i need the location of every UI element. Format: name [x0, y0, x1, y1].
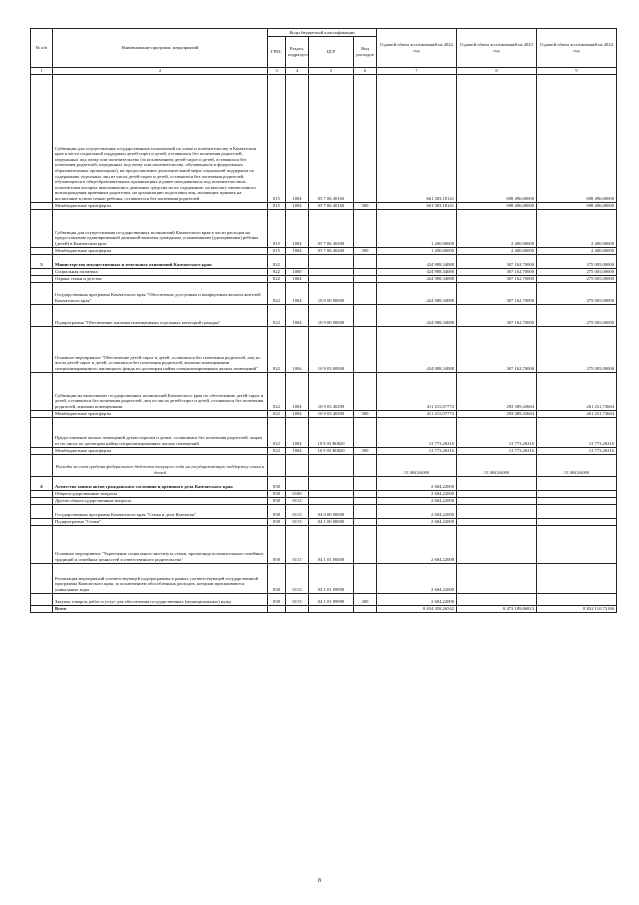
- cell-year-2022: 2 684,22000: [377, 593, 457, 605]
- cell-year-2022: 424 988,34088: [377, 275, 457, 282]
- cell-num: [31, 593, 53, 605]
- cell-csr: [309, 476, 354, 490]
- cell-year-2024: 698 496,00000: [537, 202, 617, 209]
- cell-num: [31, 304, 53, 326]
- cell-csr: [309, 454, 354, 476]
- col-number: 6: [354, 68, 377, 75]
- cell-name: Расходы за счет средств федерального бюджета текущего года на государственную поддержку семьи и детей: [53, 454, 268, 476]
- header-razdel: Раздел, подраздел: [286, 37, 309, 68]
- cell-num: [31, 497, 53, 504]
- cell-year-2022: 1 200,00000: [377, 209, 457, 247]
- cell-grbs: 822: [268, 372, 286, 410]
- cell-num: [31, 202, 53, 209]
- table-row: [31, 268, 617, 275]
- cell-year-2023: 307 162,70000: [457, 268, 537, 275]
- cell-csr: 05 7 06 40160: [309, 74, 354, 202]
- cell-razdel: 1004: [286, 275, 309, 282]
- cell-grbs: 858: [268, 476, 286, 490]
- cell-grbs: 858: [268, 490, 286, 497]
- cell-grbs: 858: [268, 497, 286, 504]
- cell-csr: [309, 490, 354, 497]
- cell-year-2023: 13 773,26316: [457, 417, 537, 447]
- cell-name: Подпрограмма "Семья": [53, 518, 268, 525]
- cell-name: Межбюджетные трансферты: [53, 247, 268, 254]
- cell-razdel: 0113: [286, 525, 309, 563]
- col-number: 7: [377, 68, 457, 75]
- cell-year-2024: [537, 476, 617, 490]
- cell-num: [31, 504, 53, 518]
- cell-csr: 10 9 03 00000: [309, 326, 354, 372]
- table-row: [31, 563, 617, 593]
- cell-razdel: [286, 254, 309, 268]
- cell-vid: [354, 74, 377, 202]
- table-body: [31, 74, 617, 612]
- cell-year-2022: 2 684,22000: [377, 476, 457, 490]
- cell-grbs: 815: [268, 202, 286, 209]
- cell-year-2023: 307 162,70000: [457, 254, 537, 268]
- cell-num: [31, 417, 53, 447]
- cell-grbs: [268, 454, 286, 476]
- cell-vid: [354, 417, 377, 447]
- cell-grbs: 815: [268, 74, 286, 202]
- cell-vid: [354, 209, 377, 247]
- cell-razdel: 0113: [286, 563, 309, 593]
- cell-vid: 200: [354, 593, 377, 605]
- header-year-2024: Годовой объем ассигнований на 2024 год: [537, 29, 617, 68]
- table-row: [31, 202, 617, 209]
- col-number: 3: [268, 68, 286, 75]
- header-vid: Вид расходов: [354, 37, 377, 68]
- cell-name: Субвенции для осуществления государственных полномочий по опеке и попечительству в Камчатском крае в части социальной поддержки детей-сирот и детей, оставшихся без попечения родителей, переданных под опеку или попечительство (за исключением детей-сирот и детей, оставшихся без попечения родителей, переданных под опеку или попечительство, обучающихся в федеральных образовательных организациях), на предоставление дополнительной меры социальной поддержки по содержанию отдельных лиц из числа детей-сирот и детей, оставшихся без попечения родителей, обучающихся в общеобразовательных организациях и ранее находившихся под попечительством, попечителям которых выплачивались денежные средства на их содержание, на выплату ежемесячного вознаграждения приемным родителям, на организацию подготовки лиц, желающих принять на воспитание в свою семью ребенка, оставшегося без попечения родителей: [53, 74, 268, 202]
- cell-csr: [309, 275, 354, 282]
- table-row: [31, 417, 617, 447]
- cell-year-2023: 13 084,60000: [457, 454, 537, 476]
- cell-year-2022: 2 684,22000: [377, 525, 457, 563]
- cell-grbs: 858: [268, 563, 286, 593]
- header-row: [31, 29, 617, 37]
- page-number: 8: [318, 878, 321, 884]
- col-number: 4: [286, 68, 309, 75]
- cell-razdel: 0100: [286, 490, 309, 497]
- cell-razdel: 1004: [286, 326, 309, 372]
- col-number: 9: [537, 68, 617, 75]
- cell-year-2024: 13 773,26316: [537, 447, 617, 454]
- cell-num: [31, 518, 53, 525]
- cell-grbs: 822: [268, 447, 286, 454]
- cell-vid: [354, 518, 377, 525]
- cell-name: Государственная программа Камчатского края "Семья и дети Камчатки": [53, 504, 268, 518]
- cell-name: Основное мероприятие "Обеспечение детей-сирот и детей, оставшихся без попечения родителей, лиц из числа детей-сирот и детей, оставшихся без попечения родителей, жилыми помещениями специализированного жилищного фонда по договорам найма специализированных жилых помещений": [53, 326, 268, 372]
- col-number: 1: [31, 68, 53, 75]
- cell-name: Охрана семьи и детства: [53, 275, 268, 282]
- cell-vid: [354, 476, 377, 490]
- cell-num: [31, 525, 53, 563]
- cell-grbs: [268, 605, 286, 612]
- cell-razdel: 1004: [286, 209, 309, 247]
- cell-year-2022: 424 988,34088: [377, 254, 457, 268]
- table-row: [31, 504, 617, 518]
- table-row: [31, 454, 617, 476]
- cell-razdel: 1004: [286, 417, 309, 447]
- cell-grbs: 858: [268, 504, 286, 518]
- cell-vid: [354, 275, 377, 282]
- header-year-2022: Годовой объем ассигнований на 2022 год: [377, 29, 457, 68]
- cell-name: Министерство имущественных и земельных отношений Камчатского края: [53, 254, 268, 268]
- table-row: [31, 410, 617, 417]
- cell-year-2023: [457, 593, 537, 605]
- table-row: [31, 254, 617, 268]
- cell-csr: 10 9 03 40290: [309, 372, 354, 410]
- cell-name: Межбюджетные трансферты: [53, 410, 268, 417]
- cell-year-2024: [537, 497, 617, 504]
- cell-year-2024: 275 005,00000: [537, 254, 617, 268]
- cell-year-2024: [537, 518, 617, 525]
- table-row: [31, 372, 617, 410]
- col-number: 8: [457, 68, 537, 75]
- cell-csr: [309, 268, 354, 275]
- header-name: Наименование программ, мероприятий: [53, 29, 268, 68]
- cell-year-2024: [537, 593, 617, 605]
- cell-year-2024: 261 231,73684: [537, 372, 617, 410]
- cell-csr: 10 9 03 R0820: [309, 417, 354, 447]
- cell-num: [31, 454, 53, 476]
- cell-grbs: 822: [268, 326, 286, 372]
- cell-year-2022: 411 215,07772: [377, 372, 457, 410]
- table-row: [31, 447, 617, 454]
- cell-year-2022: 13 773,26316: [377, 417, 457, 447]
- cell-year-2023: 698 496,00000: [457, 74, 537, 202]
- budget-table: [30, 28, 617, 613]
- table-row: [31, 518, 617, 525]
- cell-year-2022: 424 988,34088: [377, 282, 457, 304]
- cell-year-2024: 261 231,73684: [537, 410, 617, 417]
- cell-year-2023: 698 496,00000: [457, 202, 537, 209]
- cell-year-2022: 411 215,07772: [377, 410, 457, 417]
- cell-csr: [309, 605, 354, 612]
- cell-vid: 500: [354, 410, 377, 417]
- cell-num: [31, 410, 53, 417]
- cell-grbs: 858: [268, 525, 286, 563]
- cell-csr: [309, 497, 354, 504]
- cell-name: Подпрограмма "Обеспечение жилыми помещениями отдельных категорий граждан": [53, 304, 268, 326]
- cell-razdel: 0113: [286, 518, 309, 525]
- cell-name: Другие общегосударственные вопросы: [53, 497, 268, 504]
- table-row: [31, 247, 617, 254]
- cell-year-2023: 2 400,00000: [457, 209, 537, 247]
- cell-razdel: 0113: [286, 593, 309, 605]
- table-row: [31, 209, 617, 247]
- cell-grbs: 822: [268, 304, 286, 326]
- cell-year-2024: 2 400,00000: [537, 209, 617, 247]
- cell-num: 5: [31, 254, 53, 268]
- cell-vid: 500: [354, 202, 377, 209]
- cell-name: Предоставление жилых помещений детям-сиротам и детям, оставшимся без попечения родителей, лицам из их числа по договорам найма специализированных жилых помещений: [53, 417, 268, 447]
- cell-grbs: 822: [268, 282, 286, 304]
- col-number: 5: [309, 68, 354, 75]
- cell-year-2024: 698 496,00000: [537, 74, 617, 202]
- cell-vid: [354, 504, 377, 518]
- cell-grbs: 822: [268, 275, 286, 282]
- cell-csr: 05 7 06 40200: [309, 247, 354, 254]
- cell-year-2022: 2 684,22000: [377, 504, 457, 518]
- cell-name: Всего: [53, 605, 268, 612]
- cell-csr: 04 1 00 00000: [309, 518, 354, 525]
- cell-year-2024: [537, 504, 617, 518]
- table-row: [31, 605, 617, 612]
- cell-razdel: 1004: [286, 282, 309, 304]
- cell-year-2022: 1 200,00000: [377, 247, 457, 254]
- cell-year-2022: 661 383,18141: [377, 74, 457, 202]
- cell-csr: 05 7 06 40200: [309, 209, 354, 247]
- cell-num: [31, 447, 53, 454]
- cell-year-2023: [457, 497, 537, 504]
- cell-vid: 500: [354, 247, 377, 254]
- table-row: [31, 74, 617, 202]
- cell-vid: [354, 326, 377, 372]
- cell-num: [31, 209, 53, 247]
- cell-csr: 10 9 03 R0820: [309, 447, 354, 454]
- cell-year-2023: 307 162,70000: [457, 326, 537, 372]
- cell-vid: 500: [354, 447, 377, 454]
- cell-year-2022: 661 383,18141: [377, 202, 457, 209]
- cell-name: Государственная программа Камчатского края "Обеспечение доступным и комфортным жильем жителей Камчатского края": [53, 282, 268, 304]
- cell-grbs: 858: [268, 518, 286, 525]
- cell-year-2024: 8 832 110,73186: [537, 605, 617, 612]
- cell-num: [31, 275, 53, 282]
- cell-csr: 10 9 03 40290: [309, 410, 354, 417]
- cell-year-2023: 293 389,43684: [457, 372, 537, 410]
- cell-year-2022: 2 684,22000: [377, 563, 457, 593]
- cell-name: Основное мероприятие "Укрепление социального института семьи, пропаганда положительных семейных традиций и семейных ценностей и ответственного родительства": [53, 525, 268, 563]
- cell-year-2023: [457, 504, 537, 518]
- cell-grbs: 858: [268, 593, 286, 605]
- cell-year-2023: 307 162,70000: [457, 282, 537, 304]
- cell-num: 6: [31, 476, 53, 490]
- cell-razdel: 1004: [286, 410, 309, 417]
- cell-csr: 10 0 00 00000: [309, 282, 354, 304]
- cell-num: [31, 268, 53, 275]
- cell-year-2024: 2 400,00000: [537, 247, 617, 254]
- table-row: [31, 525, 617, 563]
- table-row: [31, 490, 617, 497]
- cell-name: Агентство записи актов гражданского состояния и архивного дела Камчатского края: [53, 476, 268, 490]
- cell-vid: [354, 372, 377, 410]
- cell-year-2024: 275 005,00000: [537, 326, 617, 372]
- table-row: [31, 275, 617, 282]
- cell-csr: 05 7 06 40160: [309, 202, 354, 209]
- cell-year-2023: [457, 490, 537, 497]
- cell-csr: 04 1 01 09990: [309, 563, 354, 593]
- cell-year-2022: 13 773,26316: [377, 447, 457, 454]
- cell-vid: [354, 254, 377, 268]
- cell-vid: [354, 605, 377, 612]
- cell-num: [31, 372, 53, 410]
- cell-year-2022: 424 988,34088: [377, 304, 457, 326]
- cell-grbs: 815: [268, 209, 286, 247]
- cell-num: [31, 247, 53, 254]
- table-row: [31, 476, 617, 490]
- cell-vid: [354, 490, 377, 497]
- cell-razdel: 1000: [286, 268, 309, 275]
- cell-razdel: [286, 476, 309, 490]
- cell-year-2024: 275 005,00000: [537, 304, 617, 326]
- cell-name: Общегосударственные вопросы: [53, 490, 268, 497]
- cell-csr: 04 1 01 09990: [309, 593, 354, 605]
- cell-year-2024: 275 005,00000: [537, 282, 617, 304]
- cell-csr: 04 1 01 00000: [309, 525, 354, 563]
- cell-razdel: 1004: [286, 247, 309, 254]
- cell-year-2024: 275 005,00000: [537, 268, 617, 275]
- table-row: [31, 497, 617, 504]
- cell-razdel: 0113: [286, 497, 309, 504]
- header-num: № п/п: [31, 29, 53, 68]
- cell-year-2024: [537, 525, 617, 563]
- cell-year-2024: 13 773,26316: [537, 417, 617, 447]
- cell-name: Субвенции на выполнение государственных полномочий Камчатского края по обеспечению детей-сирот и детей, оставшихся без попечения родителей, лиц из числа детей-сирот и детей, оставшихся без попечения родителей, жилыми помещениями: [53, 372, 268, 410]
- cell-razdel: 1004: [286, 304, 309, 326]
- cell-year-2022: 2 684,22000: [377, 497, 457, 504]
- cell-razdel: [286, 454, 309, 476]
- cell-vid: [354, 525, 377, 563]
- cell-name: Реализация мероприятий соответствующей подпрограммы в рамках соответствующей государственной программы Камчатского края, за исключением обособленных расходов, которым присваиваются уникальные коды: [53, 563, 268, 593]
- cell-num: [31, 490, 53, 497]
- cell-razdel: 1004: [286, 202, 309, 209]
- cell-year-2022: 13 084,60000: [377, 454, 457, 476]
- cell-year-2023: [457, 563, 537, 593]
- cell-razdel: 1004: [286, 74, 309, 202]
- header-year-2023: Годовой объем ассигнований на 2023 год: [457, 29, 537, 68]
- cell-razdel: 0113: [286, 504, 309, 518]
- cell-year-2023: 293 389,43684: [457, 410, 537, 417]
- cell-num: [31, 605, 53, 612]
- cell-grbs: 822: [268, 410, 286, 417]
- cell-year-2024: [537, 490, 617, 497]
- col-number: 2: [53, 68, 268, 75]
- header-grbs: ГРБС: [268, 37, 286, 68]
- cell-year-2022: 8 654 458,26542: [377, 605, 457, 612]
- header-csr: ЦСР: [309, 37, 354, 68]
- header-codes-group: Коды бюджетной классификации: [268, 29, 377, 37]
- cell-num: [31, 74, 53, 202]
- cell-csr: 04 0 00 00000: [309, 504, 354, 518]
- cell-num: [31, 563, 53, 593]
- cell-num: [31, 326, 53, 372]
- cell-grbs: 822: [268, 417, 286, 447]
- table-row: [31, 593, 617, 605]
- cell-year-2022: 424 988,34088: [377, 268, 457, 275]
- cell-razdel: 1004: [286, 372, 309, 410]
- cell-razdel: [286, 605, 309, 612]
- table-row: [31, 326, 617, 372]
- cell-csr: [309, 254, 354, 268]
- cell-year-2024: 13 084,60000: [537, 454, 617, 476]
- cell-vid: [354, 282, 377, 304]
- cell-year-2022: 2 684,22000: [377, 518, 457, 525]
- cell-year-2024: 275 005,00000: [537, 275, 617, 282]
- cell-vid: [354, 454, 377, 476]
- cell-razdel: 1004: [286, 447, 309, 454]
- cell-vid: [354, 497, 377, 504]
- cell-year-2023: 2 400,00000: [457, 247, 537, 254]
- cell-name: Социальная политика: [53, 268, 268, 275]
- cell-csr: 10 9 00 00000: [309, 304, 354, 326]
- cell-name: Межбюджетные трансферты: [53, 202, 268, 209]
- cell-year-2022: 2 684,22000: [377, 490, 457, 497]
- cell-name: Субвенция для осуществления государственных полномочий Камчатского края в части расходов на предоставление единовременной денежной выплаты гражданам, усыновившим (удочерившим) ребенка (детей) в Камчатском крае: [53, 209, 268, 247]
- cell-name: Межбюджетные трансферты: [53, 447, 268, 454]
- cell-vid: [354, 304, 377, 326]
- table-row: [31, 282, 617, 304]
- cell-year-2022: 424 988,34088: [377, 326, 457, 372]
- column-number-row: [31, 68, 617, 75]
- cell-vid: [354, 563, 377, 593]
- cell-year-2023: 307 162,70000: [457, 304, 537, 326]
- cell-grbs: 822: [268, 254, 286, 268]
- cell-year-2024: [537, 563, 617, 593]
- cell-grbs: 815: [268, 247, 286, 254]
- cell-year-2023: [457, 525, 537, 563]
- cell-year-2023: [457, 476, 537, 490]
- cell-year-2023: 307 162,70000: [457, 275, 537, 282]
- cell-year-2023: [457, 518, 537, 525]
- cell-grbs: 822: [268, 268, 286, 275]
- cell-name: Закупка товаров, работ и услуг для обеспечения государственных (муниципальных) нужд: [53, 593, 268, 605]
- cell-year-2023: 13 773,26316: [457, 447, 537, 454]
- table-row: [31, 304, 617, 326]
- cell-year-2023: 8 473 189,86813: [457, 605, 537, 612]
- cell-vid: [354, 268, 377, 275]
- document-sheet: [30, 28, 616, 613]
- cell-num: [31, 282, 53, 304]
